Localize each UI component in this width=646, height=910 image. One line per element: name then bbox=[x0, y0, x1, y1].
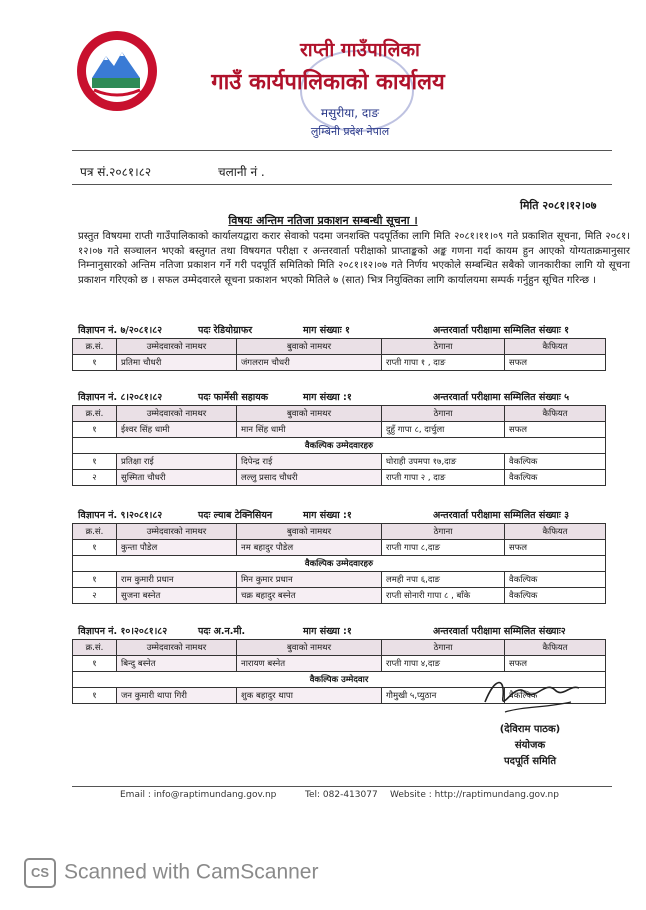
table-row bbox=[73, 588, 606, 604]
column-header: कैफियत bbox=[505, 640, 606, 656]
table-row bbox=[73, 572, 606, 588]
demand-count: माग संख्या :१ bbox=[303, 510, 352, 521]
post-name: पदः अ.न.मी. bbox=[198, 626, 246, 637]
table-cell: २ bbox=[73, 470, 117, 486]
footer-tel: Tel: 082-413077 bbox=[305, 790, 378, 800]
table-cell: वैकल्पिक bbox=[505, 572, 606, 588]
signatory-role: संयोजक bbox=[514, 740, 546, 751]
table-row bbox=[73, 656, 606, 672]
column-header: क्र.सं. bbox=[73, 406, 117, 422]
table-header-row bbox=[73, 339, 606, 355]
table-cell: नारायण बस्नेत bbox=[237, 656, 382, 672]
table-cell: मान सिंह धामी bbox=[237, 422, 382, 438]
header-rule-bottom bbox=[72, 184, 612, 185]
table-cell: शुक बहादुर थापा bbox=[237, 688, 382, 704]
footer-email: Email : info@raptimundang.gov.np bbox=[120, 790, 277, 800]
interview-count: अन्तरवार्ता परीक्षामा सम्मिलित संख्याः ३ bbox=[433, 510, 570, 521]
column-header: क्र.सं. bbox=[73, 524, 117, 540]
table-cell: गौमुखी ५,प्युठान bbox=[382, 688, 505, 704]
table-cell: वैकल्पिक bbox=[505, 470, 606, 486]
table-cell: नम बहादुर पौडेल bbox=[237, 540, 382, 556]
column-header: कैफियत bbox=[505, 406, 606, 422]
column-header: कैफियत bbox=[505, 339, 606, 355]
table-cell: घोराही उपमपा १७,दाङ bbox=[382, 454, 505, 470]
post-name: पदः रेडियोग्राफर bbox=[198, 325, 253, 336]
table-cell: राप्ती सोनारी गापा ८ , बाँके bbox=[382, 588, 505, 604]
signatory-block bbox=[470, 722, 590, 770]
table-cell: २ bbox=[73, 588, 117, 604]
table-cell: १ bbox=[73, 355, 117, 371]
table-cell: सुस्मिता चौधरी bbox=[117, 470, 237, 486]
signature bbox=[475, 672, 585, 720]
office-province: लुम्बिनी प्रदेश नेपाल bbox=[310, 125, 390, 138]
table-row bbox=[73, 355, 606, 371]
column-header: क्र.सं. bbox=[73, 339, 117, 355]
table-cell: १ bbox=[73, 540, 117, 556]
table-cell: दुहुँ गापा ८, दार्चुला bbox=[382, 422, 505, 438]
letter-number: पत्र सं.२०८१।८२ bbox=[80, 165, 152, 179]
office-name: गाउँ कार्यपालिकाको कार्यालय bbox=[211, 70, 445, 95]
table-cell: राप्ती गापा ८,दाङ bbox=[382, 540, 505, 556]
advertisement-number: विज्ञापन नं. ७/२०८१।८२ bbox=[78, 325, 163, 336]
table-header-row bbox=[73, 524, 606, 540]
table-header-row bbox=[73, 640, 606, 656]
interview-count: अन्तरवार्ता परीक्षामा सम्मिलित संख्याः२ bbox=[433, 626, 566, 637]
table-row bbox=[73, 454, 606, 470]
table-row bbox=[73, 540, 606, 556]
column-header: उम्मेदवारको नामथर bbox=[117, 339, 237, 355]
table-cell: प्रतिक्षा राई bbox=[117, 454, 237, 470]
interview-count: अन्तरवार्ता परीक्षामा सम्मिलित संख्याः ५ bbox=[433, 392, 570, 403]
camscanner-text: Scanned with CamScanner bbox=[64, 860, 319, 884]
table-cell: ईश्वर सिंह धामी bbox=[117, 422, 237, 438]
column-header: बुवाको नामथर bbox=[237, 406, 382, 422]
column-header: उम्मेदवारको नामथर bbox=[117, 640, 237, 656]
alternates-heading: वैकल्पिक उम्मेदवार bbox=[73, 672, 606, 688]
column-header: ठेगाना bbox=[382, 640, 505, 656]
column-header: बुवाको नामथर bbox=[237, 339, 382, 355]
dispatch-number: चलानी नं . bbox=[218, 165, 265, 179]
table-cell: सफल bbox=[505, 656, 606, 672]
interview-count: अन्तरवार्ता परीक्षामा सम्मिलित संख्याः १ bbox=[433, 325, 570, 336]
table-cell: १ bbox=[73, 688, 117, 704]
table-cell: सफल bbox=[505, 355, 606, 371]
column-header: कैफियत bbox=[505, 524, 606, 540]
alternates-heading: वैकल्पिक उम्मेदवारहरु bbox=[73, 556, 606, 572]
notice-date: मिति २०८१।१२।०७ bbox=[520, 199, 597, 212]
table-cell: दिपेन्द्र राई bbox=[237, 454, 382, 470]
table-header-row bbox=[73, 406, 606, 422]
table-cell: राप्ती गापा ४,दाङ bbox=[382, 656, 505, 672]
table-cell: मिन कुमार प्रधान bbox=[237, 572, 382, 588]
demand-count: माग संख्या :१ bbox=[303, 392, 352, 403]
table-cell: सफल bbox=[505, 422, 606, 438]
demand-count: माग संख्याः १ bbox=[303, 325, 350, 336]
table-row bbox=[73, 422, 606, 438]
table-cell: सफल bbox=[505, 540, 606, 556]
table-cell: लल्लु प्रसाद चौधरी bbox=[237, 470, 382, 486]
signatory-committee: पदपूर्ति समिति bbox=[503, 756, 557, 767]
column-header: उम्मेदवारको नामथर bbox=[117, 524, 237, 540]
results-table bbox=[72, 338, 606, 371]
post-name: पदः फार्मेसी सहायक bbox=[198, 392, 269, 403]
camscanner-logo-icon: CS bbox=[24, 858, 56, 888]
column-header: ठेगाना bbox=[382, 524, 505, 540]
column-header: बुवाको नामथर bbox=[237, 640, 382, 656]
table-cell: सुजना बस्नेत bbox=[117, 588, 237, 604]
column-header: ठेगाना bbox=[382, 339, 505, 355]
table-cell: वैकल्पिक bbox=[505, 588, 606, 604]
signatory-name: (देविराम पाठक) bbox=[499, 724, 561, 735]
results-table bbox=[72, 405, 606, 486]
table-cell: बिन्दु बस्नेत bbox=[117, 656, 237, 672]
advertisement-number: विज्ञापन नं. ८।२०८१।८२ bbox=[78, 392, 163, 403]
table-cell: कुन्ता पौडेल bbox=[117, 540, 237, 556]
table-cell: १ bbox=[73, 454, 117, 470]
header-rule-top bbox=[72, 150, 612, 151]
table-cell: लमही नपा ६,दाङ bbox=[382, 572, 505, 588]
column-header: क्र.सं. bbox=[73, 640, 117, 656]
table-cell: १ bbox=[73, 572, 117, 588]
table-cell: राप्ती गापा २ , दाङ bbox=[382, 470, 505, 486]
advertisement-number: विज्ञापन नं. १०।२०८१।८२ bbox=[78, 626, 168, 637]
notice-subject: विषयः अन्तिम नतिजा प्रकाशन सम्बन्धी सूचना । bbox=[228, 214, 418, 227]
table-cell: चक्र बहादुर बस्नेत bbox=[237, 588, 382, 604]
results-table bbox=[72, 523, 606, 604]
table-cell: वैकल्पिक bbox=[505, 454, 606, 470]
post-name: पदः ल्याब टेक्निसियन bbox=[198, 510, 273, 521]
table-cell: प्रतिमा चौधरी bbox=[117, 355, 237, 371]
table-cell: १ bbox=[73, 656, 117, 672]
column-header: बुवाको नामथर bbox=[237, 524, 382, 540]
table-row bbox=[73, 470, 606, 486]
footer-rule bbox=[72, 786, 612, 787]
municipality-emblem-icon bbox=[74, 28, 160, 114]
column-header: ठेगाना bbox=[382, 406, 505, 422]
notice-body: प्रस्तुत विषयमा राप्ती गाउँपालिकाको कार्यालयद्वारा करार सेवाको पदमा जनशक्ति पदपूर्तिका लागि मिति २०८१।११।०९ गते प्रकाशित सूचना, मिति २०८१।१२।०७ गते सञ्चालन भएको बस्तुगत तथा विषयगत परीक्षा र अन्तरवार्ता परीक्षाको प्राप्ताङ्कको अङ्क गणना गर्दा कायम हुन आएको योग्यताक्रमानुसार निम्नानुसारको अन्तिम नतिजा प्रकाशन गर्ने गरी पदपूर्ति समितिको मिति २०८१।१२।०७ गते निर्णय भएकोले सम्बन्धित सबैको जानकारीका लागि यो सूचना प्रकाशन गरिएको छ । सफल उम्मेदवारले सूचना प्रकाशन भएको मितिले ७ (सात) भित्र नियुक्तिका लागि कार्यालयमा सम्पर्क गर्नुहुन सूचित गरिन्छ । bbox=[78, 231, 630, 286]
table-cell: राप्ती गापा १ , दाङ bbox=[382, 355, 505, 371]
demand-count: माग संख्या :१ bbox=[303, 626, 352, 637]
office-address: मसुरीया, दाङ bbox=[320, 106, 380, 120]
table-cell: राम कुमारी प्रधान bbox=[117, 572, 237, 588]
advertisement-number: विज्ञापन नं. ९।२०८१।८२ bbox=[78, 510, 163, 521]
camscanner-watermark bbox=[24, 858, 318, 888]
table-cell: जन कुमारी थापा गिरी bbox=[117, 688, 237, 704]
table-cell: १ bbox=[73, 422, 117, 438]
column-header: उम्मेदवारको नामथर bbox=[117, 406, 237, 422]
alternates-heading: वैकल्पिक उम्मेदवारहरु bbox=[73, 438, 606, 454]
table-cell: वैकल्पिक bbox=[505, 688, 606, 704]
footer-website: Website : http://raptimundang.gov.np bbox=[390, 790, 559, 800]
municipality-name: राप्ती गाउँपालिका bbox=[300, 39, 420, 61]
table-cell: जंगलराम चौधरी bbox=[237, 355, 382, 371]
